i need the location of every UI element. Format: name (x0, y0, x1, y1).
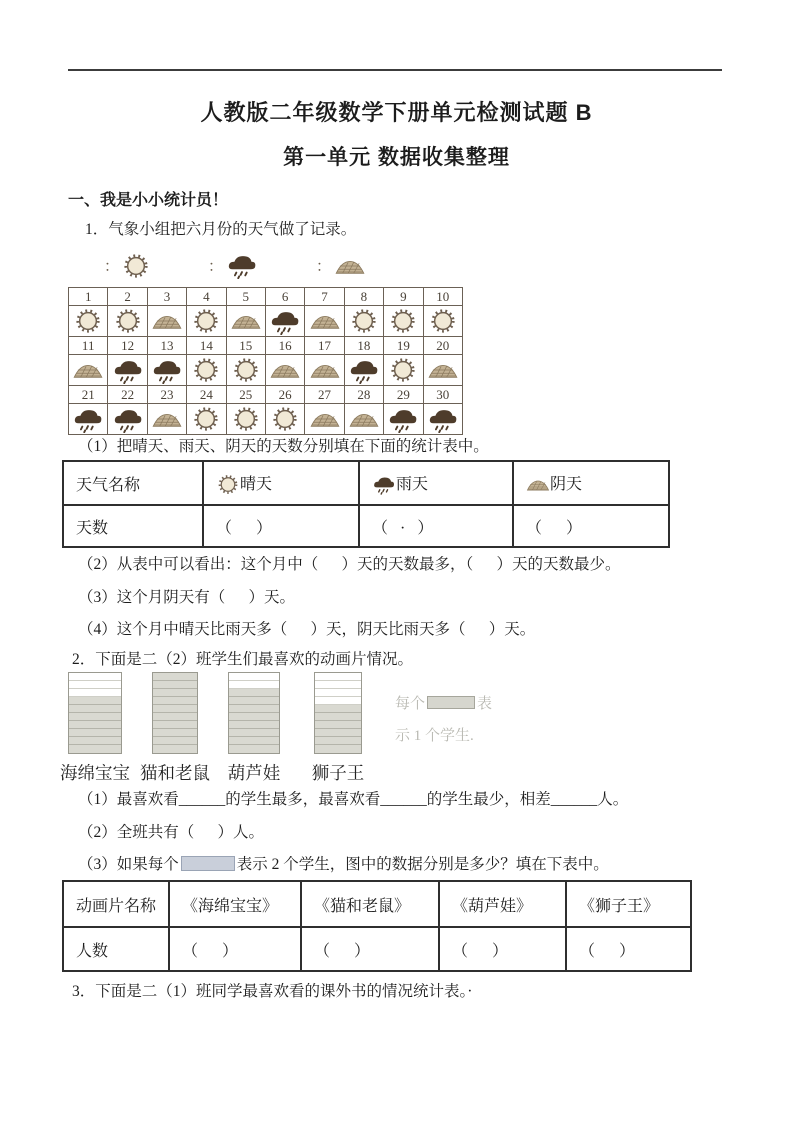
rain-icon (348, 361, 380, 378)
calendar-weather-cell (423, 306, 462, 337)
weather-table-header-rainy: 雨天 (359, 461, 513, 505)
cloud-icon (230, 312, 262, 329)
sun-icon (122, 253, 150, 279)
calendar-weather-cell (108, 404, 147, 435)
pictograph-cell (153, 689, 197, 697)
cloud-icon (72, 361, 104, 378)
weather-table-row-label: 天数 (63, 505, 203, 547)
calendar-day-number: 8 (344, 288, 383, 306)
cartoon-table-header-spongebob: 《海绵宝宝》 (169, 881, 301, 927)
sun-icon (389, 361, 417, 378)
pictograph-cell (229, 721, 279, 729)
calendar-day-number: 27 (305, 386, 344, 404)
calendar-weather-cell (305, 404, 344, 435)
legend-separator: ： (208, 259, 224, 275)
pictograph-cell (69, 705, 121, 713)
q1-sub2-text: （2）从表中可以看出：这个月中（ ）天的天数最多，（ ）天的天数最少。 (78, 556, 621, 573)
pictograph-cell (69, 745, 121, 753)
cloud-icon (309, 410, 341, 427)
rain-icon (112, 410, 144, 427)
pictograph-cell (315, 705, 361, 713)
calendar-day-number: 1 (69, 288, 108, 306)
pictograph-cell (69, 681, 121, 689)
cartoon-table-header-lionking: 《狮子王》 (566, 881, 691, 927)
calendar-day-number: 12 (108, 337, 147, 355)
calendar-day-number: 28 (344, 386, 383, 404)
pictograph-label: 狮子王 (311, 763, 365, 783)
pictograph-cell (153, 737, 197, 745)
calendar-weather-cell (265, 404, 304, 435)
cloud-icon (309, 361, 341, 378)
calendar-day-number: 30 (423, 386, 462, 404)
q2-sub2-text: （2）全班共有（ ）人。 (78, 824, 265, 841)
calendar-day-number: 17 (305, 337, 344, 355)
cloud-icon (348, 410, 380, 427)
sunny-days-blank[interactable]: （ ） (203, 505, 359, 547)
calendar-day-number: 3 (147, 288, 186, 306)
calendar-weather-cell (108, 306, 147, 337)
pictograph-column (314, 672, 362, 754)
sun-icon (74, 312, 102, 329)
cloud-icon (334, 255, 366, 277)
calendar-weather-cell (423, 404, 462, 435)
calendar-day-number: 15 (226, 337, 265, 355)
calendar-weather-cell (147, 404, 186, 435)
lionking-count-blank[interactable]: （ ） (566, 927, 691, 971)
pictograph-cell (69, 689, 121, 697)
calendar-day-number: 7 (305, 288, 344, 306)
q2-sub1-text: （1）最喜欢看______的学生最多，最喜欢看______的学生最少，相差______人。 (78, 791, 629, 808)
pictograph-cell (315, 673, 361, 681)
legend-separator: ： (104, 259, 120, 275)
page-subtitle: 第一单元 数据收集整理 (283, 146, 510, 169)
calendar-weather-cell (69, 306, 108, 337)
weather-stats-table (62, 460, 670, 548)
calendar-weather-cell (226, 404, 265, 435)
legend-separator: ： (316, 259, 332, 275)
pictograph-cell (229, 689, 279, 697)
calendar-weather-cell (305, 306, 344, 337)
calendar-day-number: 13 (147, 337, 186, 355)
calabash-count-blank[interactable]: （ ） (439, 927, 566, 971)
question-2-text: 2．下面是二（2）班学生们最喜欢的动画片情况。 (72, 651, 414, 668)
calendar-day-number: 6 (265, 288, 304, 306)
question-3-text: 3．下面是二（1）班同学最喜欢看的课外书的情况统计表。· (72, 983, 473, 1000)
pictograph-cell (229, 673, 279, 681)
pictograph-cell (69, 737, 121, 745)
pictograph-cell (229, 681, 279, 689)
rain-icon (112, 361, 144, 378)
weather-legend-item (208, 252, 258, 279)
rain-icon (72, 410, 104, 427)
cloud-icon (151, 410, 183, 427)
cartoon-table-row-label: 人数 (63, 927, 169, 971)
calendar-weather-cell (344, 306, 383, 337)
calendar-weather-cell (305, 355, 344, 386)
weather-legend (104, 252, 366, 279)
calendar-day-number: 20 (423, 337, 462, 355)
cartoon-table-header-tomjerry: 《猫和老鼠》 (301, 881, 439, 927)
spongebob-count-blank[interactable]: （ ） (169, 927, 301, 971)
pictograph-column (68, 672, 122, 754)
calendar-weather-cell (344, 404, 383, 435)
pictograph-cell (229, 745, 279, 753)
weather-calendar-body (69, 288, 463, 435)
rain-icon (269, 312, 301, 329)
sun-icon (192, 410, 220, 427)
pictograph-cell (315, 721, 361, 729)
sun-icon (429, 312, 457, 329)
cloud-icon (427, 361, 459, 378)
sun-icon (350, 312, 378, 329)
calendar-weather-cell (147, 355, 186, 386)
pictograph-cell (229, 713, 279, 721)
cloud-icon (151, 312, 183, 329)
pictograph-cell (229, 705, 279, 713)
pictograph-cell (153, 681, 197, 689)
pictograph-cell (229, 737, 279, 745)
pictograph-cell (69, 713, 121, 721)
cartoon-table-header-calabash: 《葫芦娃》 (439, 881, 566, 927)
q1-sub4-text: （4）这个月中晴天比雨天多（ ）天，阴天比雨天多（ ）天。 (78, 621, 536, 638)
page-title: 人教版二年级数学下册单元检测试题 B (200, 100, 593, 125)
unit-cell-sample (427, 696, 475, 709)
pictograph-cell (153, 729, 197, 737)
calendar-day-number: 14 (187, 337, 226, 355)
rain-icon (427, 410, 459, 427)
pictograph-cell (315, 689, 361, 697)
pictograph-cell (315, 737, 361, 745)
unit-box-2-students (181, 856, 235, 871)
calendar-day-number: 26 (265, 386, 304, 404)
calendar-day-number: 21 (69, 386, 108, 404)
rain-icon (387, 410, 419, 427)
sun-icon (389, 312, 417, 329)
cloud-icon (526, 476, 550, 493)
pictograph-cell (69, 729, 121, 737)
pictograph-cell (315, 745, 361, 753)
pictograph-label: 海绵宝宝 (60, 763, 130, 783)
calendar-weather-cell (423, 355, 462, 386)
pictograph-cell (153, 713, 197, 721)
pictograph-cell (315, 713, 361, 721)
section-heading: 一、我是小小统计员！ (68, 192, 229, 209)
calendar-weather-cell (69, 355, 108, 386)
cartoon-table-header-name: 动画片名称 (63, 881, 169, 927)
calendar-weather-cell (384, 355, 423, 386)
weather-table-header-overcast: 阴天 (513, 461, 669, 505)
pictograph-label: 葫芦娃 (227, 763, 281, 783)
rainy-days-blank[interactable]: （ · ） (359, 505, 513, 547)
calendar-day-number: 29 (384, 386, 423, 404)
sun-icon (192, 312, 220, 329)
cartoon-pictograph (60, 672, 628, 787)
rain-icon (151, 361, 183, 378)
tomjerry-count-blank[interactable]: （ ） (301, 927, 439, 971)
weather-legend-item (316, 255, 366, 277)
calendar-day-number: 25 (226, 386, 265, 404)
pictograph-cell (69, 721, 121, 729)
calendar-day-number: 24 (187, 386, 226, 404)
rain-cloud-icon (372, 476, 396, 493)
pictograph-cell (315, 681, 361, 689)
pictograph-cell (153, 745, 197, 753)
sun-icon (271, 410, 299, 427)
pictograph-cell (229, 729, 279, 737)
q1-sub1-text: （1）把晴天、雨天、阴天的天数分别填在下面的统计表中。 (78, 438, 489, 455)
pictograph-cell (153, 697, 197, 705)
pictograph-cell (153, 721, 197, 729)
sun-icon (232, 410, 260, 427)
calendar-day-number: 23 (147, 386, 186, 404)
calendar-day-number: 11 (69, 337, 108, 355)
calendar-weather-cell (147, 306, 186, 337)
overcast-days-blank[interactable]: （ ） (513, 505, 669, 547)
cartoon-stats-table (62, 880, 692, 972)
weather-calendar (68, 287, 463, 435)
top-rule (68, 69, 722, 71)
q2-sub3-text: （3）如果每个 表示 2 个学生，图中的数据分别是多少？填在下表中。 (78, 856, 609, 873)
pictograph-legend-line1: 每个 表 (395, 696, 493, 712)
sun-icon (114, 312, 142, 329)
calendar-weather-cell (187, 404, 226, 435)
calendar-day-number: 19 (384, 337, 423, 355)
calendar-day-number: 4 (187, 288, 226, 306)
calendar-day-number: 16 (265, 337, 304, 355)
pictograph-legend-line2: 示 1 个学生. (395, 728, 474, 744)
pictograph-cell (229, 697, 279, 705)
pictograph-cell (69, 673, 121, 681)
pictograph-column (152, 672, 198, 754)
calendar-weather-cell (226, 306, 265, 337)
rain-icon (226, 252, 258, 279)
weather-table-header-name: 天气名称 (63, 461, 203, 505)
weather-table-header-sunny: 晴天 (203, 461, 359, 505)
calendar-weather-cell (69, 404, 108, 435)
q1-sub3-text: （3）这个月阴天有（ ）天。 (78, 589, 296, 606)
weather-legend-item (104, 253, 150, 279)
pictograph-column (228, 672, 280, 754)
pictograph-label: 猫和老鼠 (140, 763, 210, 783)
cloud-icon (269, 361, 301, 378)
calendar-weather-cell (108, 355, 147, 386)
pictograph-cell (315, 697, 361, 705)
calendar-day-number: 22 (108, 386, 147, 404)
sun-icon (216, 476, 240, 493)
calendar-weather-cell (384, 306, 423, 337)
calendar-day-number: 5 (226, 288, 265, 306)
pictograph-cell (315, 729, 361, 737)
calendar-weather-cell (265, 355, 304, 386)
calendar-day-number: 18 (344, 337, 383, 355)
pictograph-cell (69, 697, 121, 705)
calendar-day-number: 2 (108, 288, 147, 306)
calendar-weather-cell (187, 306, 226, 337)
calendar-day-number: 10 (423, 288, 462, 306)
question-1-text: 1．气象小组把六月份的天气做了记录。 (85, 221, 357, 238)
calendar-day-number: 9 (384, 288, 423, 306)
pictograph-cell (153, 673, 197, 681)
calendar-weather-cell (226, 355, 265, 386)
calendar-weather-cell (187, 355, 226, 386)
pictograph-cell (153, 705, 197, 713)
calendar-weather-cell (344, 355, 383, 386)
calendar-weather-cell (384, 404, 423, 435)
sun-icon (232, 361, 260, 378)
cloud-icon (309, 312, 341, 329)
calendar-weather-cell (265, 306, 304, 337)
sun-icon (192, 361, 220, 378)
